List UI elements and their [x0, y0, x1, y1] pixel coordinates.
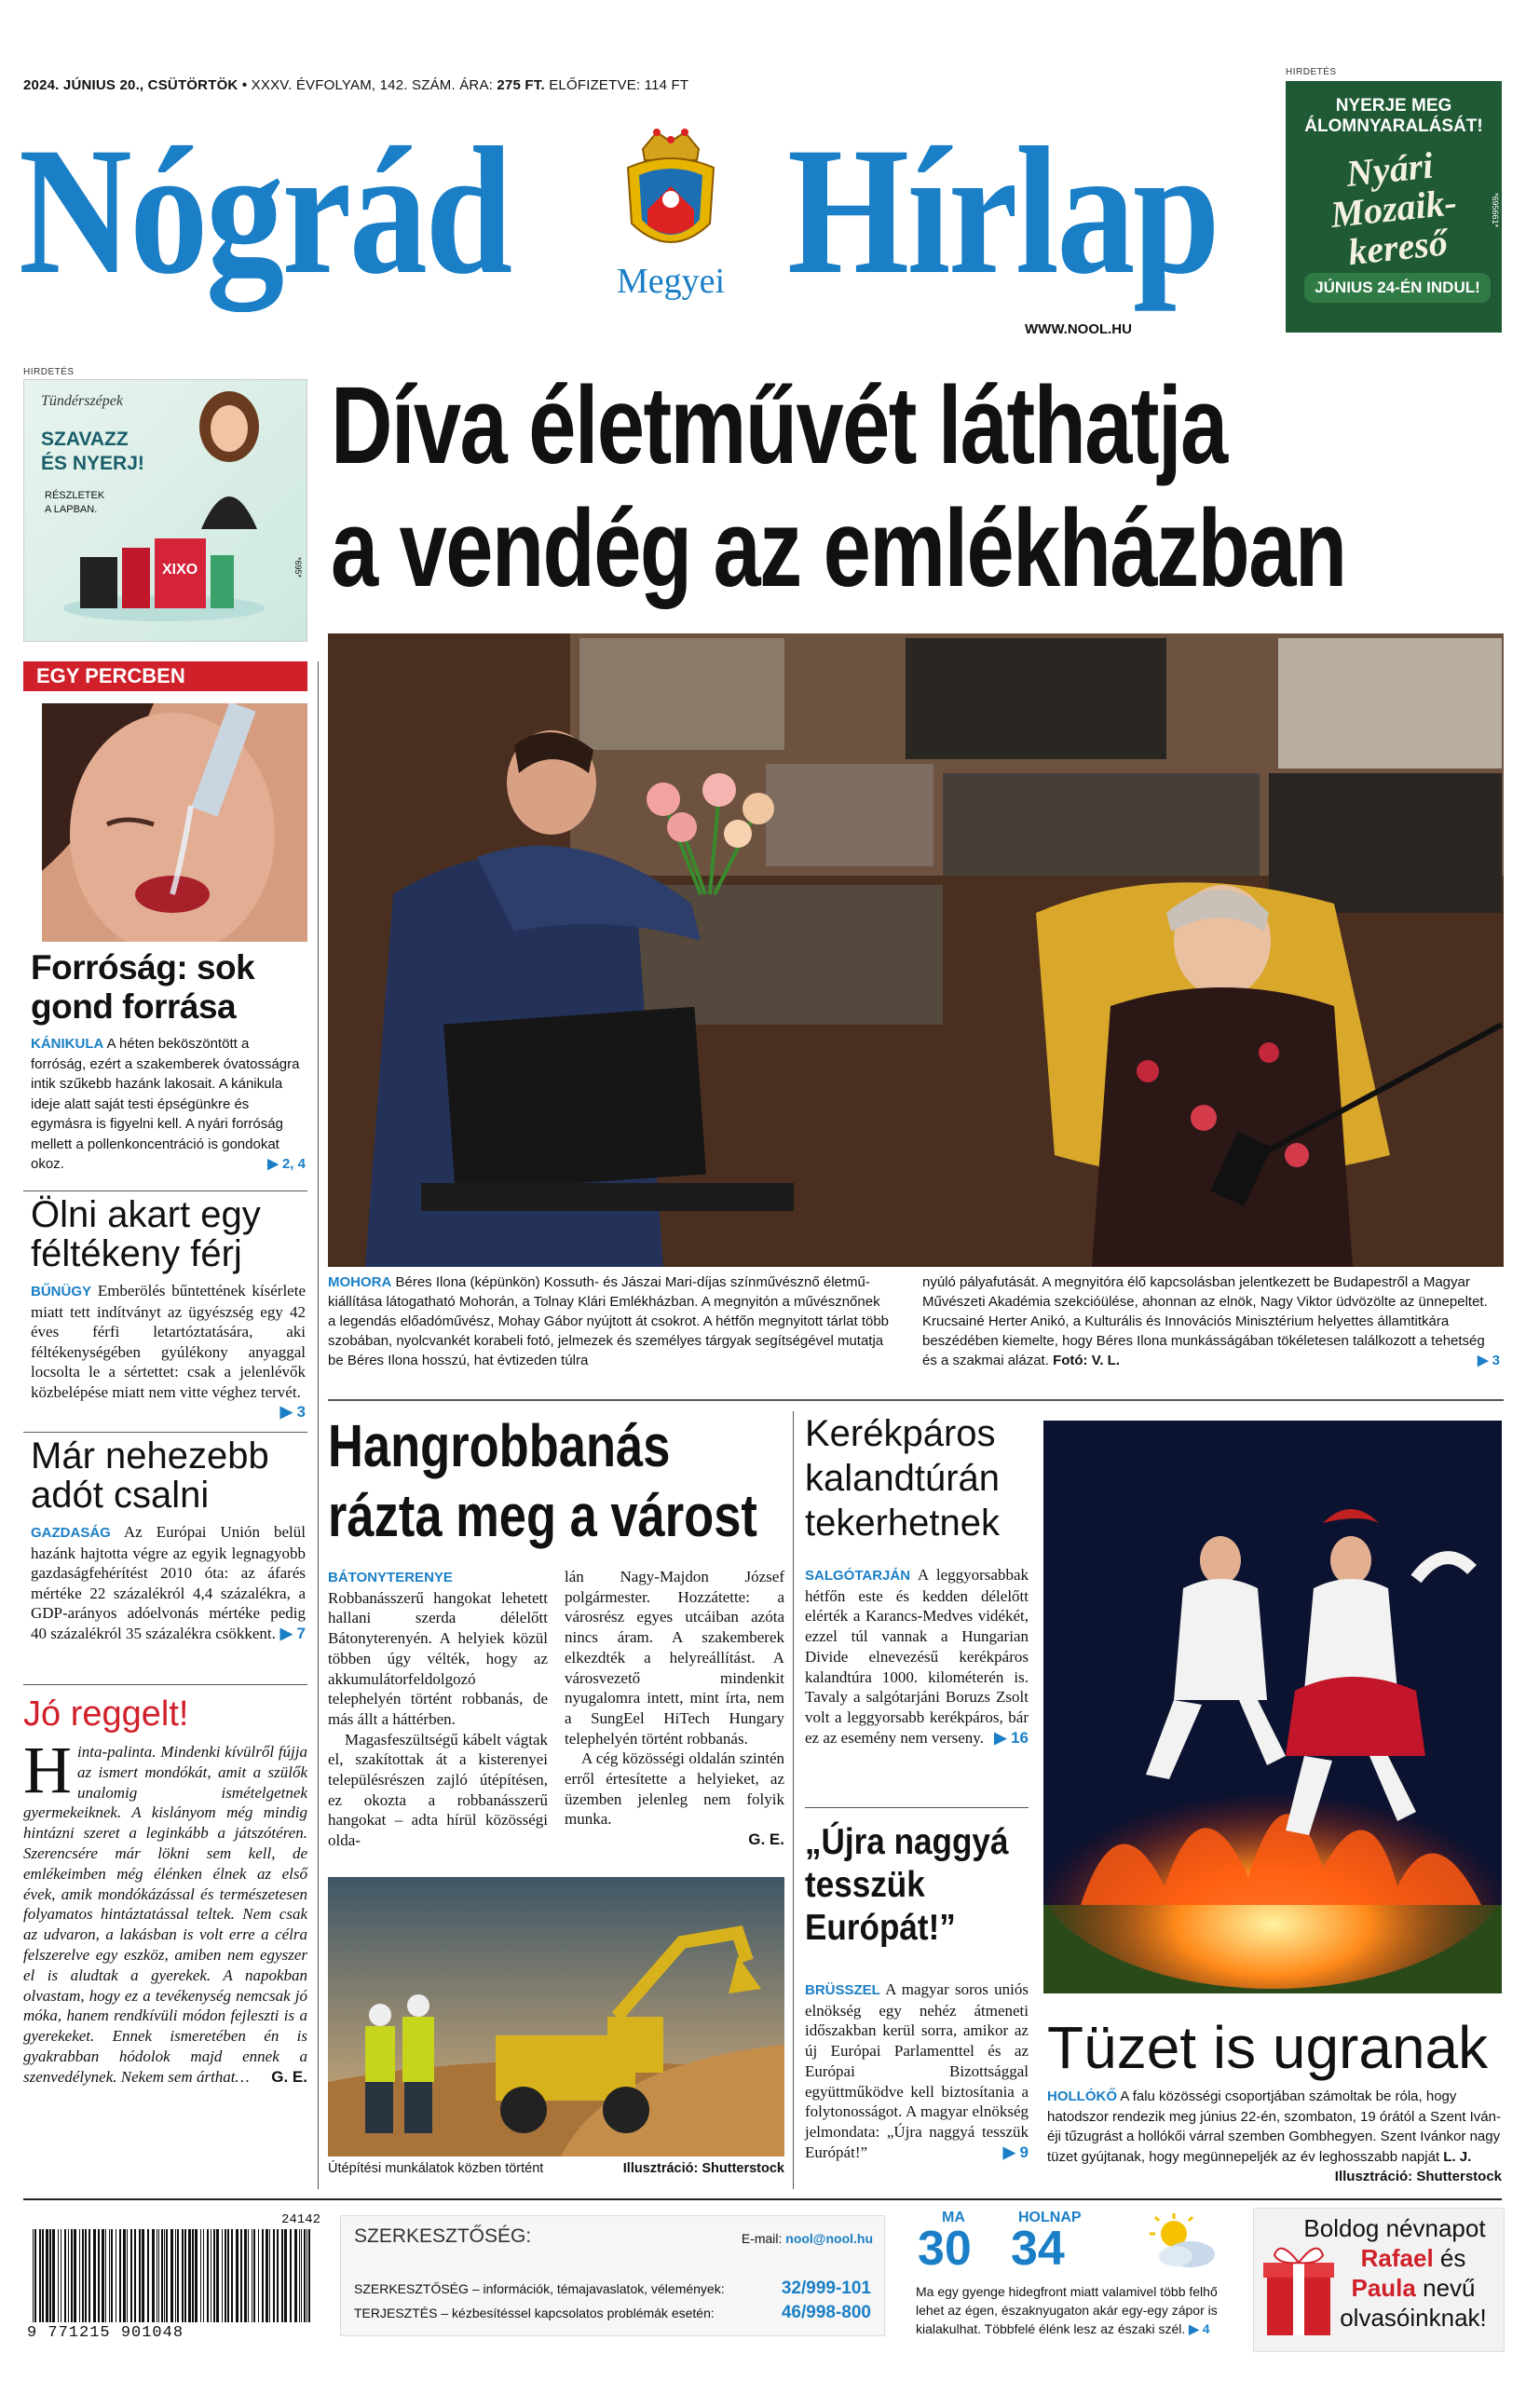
barcode-bar	[139, 2229, 141, 2322]
story2-photo-caption-text: Útépítési munkálatok közben történt	[328, 2161, 544, 2176]
story4-headline[interactable]: „Újra naggyá tesszük Európát!”	[805, 1822, 1009, 1948]
ad-code: *695661*	[1491, 193, 1500, 228]
column-dropcap: H	[23, 1733, 72, 1807]
column-text: inta-palinta. Mindenki kívülről fújja az ismert mondókát, amit a szülők unalomig ismételgetnek gyermekeiknek. A kislányom még mindig hintázni szeret a leginkább a játszótéren. Szerencsére már lökni sem kell, de emlékeimben még élénken élnek az első évek, amik mondókázással és természetesen folyamatos hintáztatással teltek. Nem csak az udvaron, a lakásban is volt erre a célra felszerelve egy eszköz, amiben nem egyszer el is aludtak a gyerekek. A napokban olvastam, hogy ez a tevékenység nemcsak jó móka, hanem rendkívüli módon fejleszti is a gyerekeket. Ennek ismeretében én is gyakrabban hódolok majd ennek a szenvedélynek. Nekem sem árthat…	[23, 1743, 307, 2086]
gift-icon	[1261, 2237, 1336, 2339]
barcode-bar	[74, 2229, 76, 2322]
story4-pointer[interactable]: ▶ 9	[1002, 2143, 1029, 2161]
barcode-bar	[231, 2229, 233, 2322]
weather-forecast: Ma egy gyenge hidegfront miatt valamivel több felhő lehet az égen, északnyugaton akár egy-egy zápor is kialakulhat. Többfelé élénk lesz az északi szél.	[916, 2284, 1218, 2336]
barcode-bar	[98, 2229, 100, 2322]
story2-col1	[328, 1567, 548, 1851]
barcode-bar	[52, 2229, 55, 2322]
nameday-line4: olvasóinknak!	[1340, 2304, 1487, 2332]
website[interactable]: WWW.NOOL.HU	[1025, 321, 1132, 337]
office-row-2	[354, 2303, 871, 2322]
main-caption-kicker: MOHORA	[328, 1274, 392, 1290]
footer-divider	[23, 2198, 1502, 2200]
barcode-bar	[64, 2229, 66, 2322]
nameday-conj: és	[1439, 2244, 1466, 2272]
barcode-bar	[308, 2229, 310, 2322]
row1-label: SZERKESZTŐSÉG	[354, 2281, 469, 2296]
barcode	[23, 2212, 326, 2343]
county-crest	[615, 121, 727, 307]
story3-body	[805, 1565, 1029, 1748]
barcode-bar	[127, 2229, 128, 2322]
barcode-bar	[89, 2229, 90, 2322]
nameday-line2	[1328, 2244, 1498, 2273]
row1-desc: – információk, témajavaslatok, vélemények:	[471, 2281, 725, 2296]
barcode-bar	[134, 2229, 136, 2322]
barcode-bar	[262, 2229, 264, 2322]
divider	[23, 1684, 307, 1685]
row2-phone[interactable]: 46/998-800	[781, 2303, 871, 2322]
main-headline-line1[interactable]: Díva életművét láthatja	[331, 364, 1227, 487]
story2-text2b: A cég közösségi oldalán szintén erről értesítette a helyieket, az üzemben jelenleg nem folyik munka.	[565, 1749, 784, 1829]
story2-headline-line2[interactable]: rázta meg a várost	[328, 1482, 757, 1549]
dateline	[23, 77, 688, 93]
sidebar-item-body	[31, 1034, 306, 1175]
sidebar-item-0[interactable]	[31, 948, 306, 1175]
ad-details2: A LAPBAN.	[45, 504, 98, 515]
ad-title1: Nyári	[1343, 143, 1436, 195]
barcode-bar	[152, 2229, 155, 2322]
barcode-bar	[111, 2229, 113, 2322]
column-signature: G. E.	[271, 2067, 307, 2086]
volume: XXXV. ÉVFOLYAM, 142. SZÁM.	[251, 77, 456, 93]
ad-product-name: XIXO	[162, 562, 198, 578]
ad-vote: SZAVAZZ	[41, 429, 129, 450]
barcode-bar	[258, 2229, 259, 2322]
barcode-bar	[299, 2229, 300, 2322]
barcode-bar	[284, 2229, 287, 2322]
nameday-line1: Boldog névnapot	[1303, 2214, 1486, 2242]
barcode-bar	[170, 2229, 173, 2322]
row1-phone[interactable]: 32/999-101	[781, 2279, 871, 2298]
story5-body	[1047, 2087, 1502, 2187]
nameday-name2: Paula	[1351, 2274, 1416, 2302]
office-row-1	[354, 2281, 871, 2296]
barcode-bar	[213, 2229, 215, 2322]
barcode-bar	[195, 2229, 198, 2322]
barcode-bar	[82, 2229, 84, 2322]
price: 275 FT.	[497, 77, 545, 93]
ad-left-code: *695*	[293, 557, 303, 578]
sidebar-item-kicker: BŰNÜGY	[31, 1284, 92, 1299]
barcode-bar	[304, 2229, 306, 2322]
barcode-bar	[130, 2229, 132, 2322]
price-label: ÁRA:	[459, 77, 494, 93]
sidebar-item-kicker: KÁNIKULA	[31, 1036, 104, 1052]
barcode-bar	[225, 2229, 226, 2322]
barcode-bar	[253, 2229, 255, 2322]
sidebar-item-text: A héten beköszöntött a forróság, ezért a szakemberek óvatosságra intik szűkebb hazánk lakosait. A kánikula ideje alatt saját testi épségünkre és egymásra is figyelni kell. A nyári forróság mellett a pollenkoncentráció is gondokat okoz.	[31, 1036, 300, 1172]
story2-photo-caption	[328, 2161, 784, 2176]
story3-text: A leggyorsabbak hétfőn este és kedden délelőtt elérték a Karancs-Medves vidékét, ezzel túl vannak a Hungarian Divide elnevezésű kerékpáros kalandtúra 1000. kilométerén is. Tavaly a salgótarjáni Boruzs Zsolt volt a leggyorsabb kerékpáros, bár ez az esemény nem verseny.	[805, 1566, 1029, 1747]
barcode-bar	[227, 2229, 229, 2322]
separator: •	[241, 77, 252, 93]
sidebar-item-body	[31, 1522, 306, 1643]
barcode-bar	[222, 2229, 223, 2322]
nameday-name1: Rafael	[1360, 2244, 1434, 2272]
sidebar-item-title: Forróság: sok gond forrása	[31, 948, 255, 1026]
tomorrow-label: HOLNAP	[1018, 2210, 1082, 2225]
tomorrow-temp: 34	[1011, 2222, 1065, 2276]
barcode-bar	[188, 2229, 191, 2322]
office-email-row	[742, 2231, 873, 2246]
barcode-bar	[203, 2229, 204, 2322]
story2-signature: G. E.	[748, 1830, 784, 1849]
barcode-bar	[281, 2229, 283, 2322]
ad-label-left: HIRDETÉS	[23, 367, 75, 377]
story5-headline[interactable]: Tüzet is ugranak	[1047, 2014, 1489, 2081]
story2-kicker: BÁTONYTERENYE	[328, 1570, 453, 1585]
vertical-divider	[793, 1411, 794, 2189]
weather-text	[916, 2282, 1237, 2338]
barcode-bar	[236, 2229, 238, 2322]
subscription: ELŐFIZETVE: 114 FT	[549, 77, 689, 93]
ad-products	[61, 529, 266, 622]
main-caption-col2	[922, 1272, 1500, 1370]
vertical-divider	[318, 661, 319, 2189]
story2-headline-line1[interactable]: Hangrobbanás	[328, 1412, 671, 1479]
main-photo[interactable]	[328, 633, 1504, 1267]
sidebar-item-text: Az Európai Unión belül hazánk hajtotta végre az egyik legnagyobb gazdaságfehérítést 2010 óta: az áfarés mértéke 22 százalékról 4,4 százalékra, a GDP-arányos adóelvonás mértéke pedig 40 százalékról 35 százalékra csökkent.	[31, 1523, 306, 1642]
barcode-bar	[248, 2229, 249, 2322]
story3-kicker: SALGÓTARJÁN	[805, 1568, 911, 1584]
barcode-bar	[34, 2229, 36, 2322]
divider	[805, 1807, 1029, 1808]
sidebar-item-pointer[interactable]: ▶ 3	[279, 1403, 306, 1421]
barcode-bar	[175, 2229, 176, 2322]
ad-brand: Tündérszépek	[41, 393, 123, 409]
sidebar-item-2[interactable]	[31, 1436, 306, 1643]
story4-text: A magyar soros uniós elnökség egy nehéz átmeneti időszakban kerül sorra, amikor az új Európai Parlamenttel és az Európai Bizottsággal együttműködve kell biztosítania a folytonosságot. A magyar elnökség jelmondata: „Újra naggyá tesszük Európát!”	[805, 1980, 1029, 2161]
story2-photo-credit: Illusztráció: Shutterstock	[622, 2161, 784, 2176]
barcode-bar	[266, 2229, 268, 2322]
ad-details1: RÉSZLETEK	[45, 490, 105, 501]
barcode-bar	[39, 2229, 41, 2322]
barcode-bar	[119, 2229, 121, 2322]
main-headline-line2[interactable]: a vendég az emlékházban	[331, 487, 1346, 610]
email-link[interactable]: nool@nool.hu	[785, 2231, 873, 2246]
weather-box	[908, 2210, 1244, 2349]
sidebar-item-kicker: GAZDASÁG	[31, 1525, 111, 1541]
barcode-bar	[58, 2229, 59, 2322]
barcode-bar	[207, 2229, 209, 2322]
ad-woman	[192, 389, 266, 529]
masthead-left: Nógrád	[19, 110, 511, 312]
today-label: MA	[942, 2210, 965, 2225]
story2-text2: lán Nagy-Majdon József polgármester. Hozzátette: a városrész egyes utcáiban azóta nincs áram. A szakemberek elkezdték a helyreállítást. A városvezető mindenkit nyugalomra intett, mint írta, nem a SungEel HiTech Hungary telephelyén történt robbanás.	[565, 1568, 784, 1748]
section-label: EGY PERCBEN	[23, 661, 307, 691]
barcode-bar	[93, 2229, 96, 2322]
sidebar-item-pointer[interactable]: ▶ 7	[279, 1624, 306, 1642]
sidebar-item-pointer[interactable]: ▶ 2, 4	[267, 1156, 306, 1172]
ad-line2: ÁLOMNYARALÁSÁT!	[1304, 116, 1483, 136]
nameday-box	[1253, 2208, 1505, 2352]
story5-text: A falu közösségi csoportjában számoltak be róla, hogy hatodszor rendezik meg június 22-én, szombaton, 19 órától a Szent Iván-éji tűzugrást a hollókői várral szemben Gombhegyen. Szent Ivánkor nagy tüzet gyújtanak, hogy megünnepeljék az év leghosszabb napját	[1047, 2088, 1501, 2165]
main-caption-col1	[328, 1272, 892, 1370]
divider	[328, 1399, 1504, 1401]
ad-label: HIRDETÉS	[1286, 67, 1337, 77]
barcode-bar	[85, 2229, 87, 2322]
story3-pointer[interactable]: ▶ 16	[994, 1728, 1029, 1747]
barcode-bar	[164, 2229, 165, 2322]
barcode-bar	[200, 2229, 201, 2322]
barcode-bar	[105, 2229, 106, 2322]
barcode-number: 9 771215 901048	[27, 2324, 184, 2342]
barcode-bar	[294, 2229, 297, 2322]
sidebar-item-1[interactable]	[31, 1195, 306, 1422]
story2-text1b: Magasfeszültségű kábelt vágtak el, szakítottak át a kisterenyei településrészen zajló útépítésen, ez okozta a robbanásszerű hangokat – adta hírül közösségi olda-	[328, 1730, 548, 1850]
sidebar-item-text: Emberölés bűntettének kísérlete miatt tett indítványt az ügyészség egy 42 éves férfi letartóztatására, aki féltékenységében gyúlékony anyaggal locsolta le a sértettet: csak a jelenlévők közbelépése miatt nem vitte véghez tervét.	[31, 1282, 306, 1401]
ad-top-right[interactable]	[1286, 81, 1502, 333]
barcode-bar	[301, 2229, 302, 2322]
nameday-line3	[1328, 2274, 1498, 2303]
email-label: E-mail:	[741, 2231, 783, 2246]
nameday-suffix: nevű	[1423, 2274, 1476, 2302]
barcode-bar	[192, 2229, 194, 2322]
main-photo-credit: Fotó: V. L.	[1053, 1353, 1121, 1368]
main-caption-text1: Béres Ilona (képünkön) Kossuth- és Jászai Mari-díjas színművésznő életmű-kiállítása látogatható Mohorán, a Tolnay Klári Emlékházban. A megnyitón a művésznőnek a legendás előadóművész, Mohay Gábor nyújtott át csokrot. A hétfőn megnyitott tárlat több szobában, nyolcvankét korabeli fotó, jelmezek és személyes tárgyak segítségével mutatja be Béres Ilona hosszú, hat évtizeden túlra	[328, 1274, 890, 1368]
barcode-bar	[46, 2229, 48, 2322]
date: 2024. JÚNIUS 20., CSÜTÖRTÖK	[23, 77, 238, 93]
barcode-bar	[102, 2229, 104, 2322]
barcode-bar	[142, 2229, 144, 2322]
barcode-bar	[79, 2229, 80, 2322]
barcode-bar	[244, 2229, 247, 2322]
barcode-bar	[273, 2229, 275, 2322]
barcode-bar	[147, 2229, 149, 2322]
barcode-bar	[182, 2229, 184, 2322]
column-title: Jó reggelt!	[23, 1694, 189, 1734]
barcode-bar	[123, 2229, 126, 2322]
barcode-bar	[42, 2229, 44, 2322]
barcode-bar	[184, 2229, 186, 2322]
office-box	[340, 2215, 885, 2336]
barcode-bar	[240, 2229, 242, 2322]
weather-pointer[interactable]: ▶ 4	[1189, 2321, 1210, 2336]
barcode-bar	[158, 2229, 159, 2322]
barcode-bar	[216, 2229, 219, 2322]
story4-body	[805, 1979, 1029, 2162]
story2-col2	[565, 1567, 784, 1850]
ad-title3: kereső	[1345, 221, 1450, 274]
main-pointer[interactable]: ▶ 3	[1477, 1353, 1500, 1368]
sidebar-photo[interactable]	[42, 703, 307, 942]
barcode-bar	[33, 2229, 34, 2322]
story5-photo-credit: Illusztráció: Shutterstock	[1334, 2169, 1502, 2184]
story2-photo[interactable]	[328, 1877, 784, 2156]
barcode-bar	[49, 2229, 51, 2322]
sidebar-item-title: Ölni akart egy féltékeny férj	[31, 1194, 261, 1274]
story5-kicker: HOLLÓKŐ	[1047, 2088, 1117, 2104]
divider	[23, 1432, 307, 1433]
today-temp: 30	[918, 2222, 972, 2276]
barcode-bar	[161, 2229, 163, 2322]
story4-kicker: BRÜSSZEL	[805, 1982, 880, 1998]
weather-icon	[1146, 2213, 1220, 2273]
story5-signature: L. J.	[1443, 2148, 1472, 2165]
ad-win: ÉS NYERJ!	[41, 453, 144, 474]
story5-photo[interactable]	[1043, 1421, 1502, 1993]
barcode-bar	[269, 2229, 270, 2322]
divider	[23, 1190, 307, 1191]
column-body	[23, 1733, 307, 2088]
row2-desc: – kézbesítéssel kapcsolatos problémák esetén:	[441, 2306, 715, 2320]
ad-line1: NYERJE MEG	[1335, 96, 1452, 116]
story3-headline[interactable]: Kerékpáros kalandtúrán tekerhetnek	[805, 1413, 1001, 1544]
sidebar-item-body	[31, 1281, 306, 1421]
office-title: SZERKESZTŐSÉG:	[354, 2225, 532, 2247]
crest-caption: Megyei	[616, 262, 726, 301]
ad-footer: JÚNIUS 24-ÉN INDUL!	[1304, 273, 1491, 303]
masthead-right: Hírlap	[787, 110, 1219, 312]
ad-left[interactable]	[23, 379, 307, 642]
story2-text1: Robbanásszerű hangokat lehetett hallani szerda délelőtt Bátonyterenyén. A helyiek közül többen úgy vélték, hogy az akkumulátorfeldolgozó telephelyén történt robbanás, de más állt a háttérben.	[328, 1588, 548, 1728]
barcode-bar	[109, 2229, 110, 2322]
barcode-bar	[277, 2229, 279, 2322]
barcode-top: 24142	[280, 2212, 320, 2227]
barcode-bar	[68, 2229, 69, 2322]
sidebar-item-title: Már nehezebb adót csalni	[31, 1435, 269, 1516]
barcode-bar	[71, 2229, 73, 2322]
barcode-bar	[290, 2229, 292, 2322]
main-caption-text2: nyúló pályafutását. A megnyitóra élő kapcsolásban jelentkezett be Budapestről a Magyar Művészeti Akadémia szekcióülése, ahonnan az elnök, Nagy Viktor üdvözölte az ünnepeltet. Krucsainé Herter Anikó, a Kulturális és Innovációs Minisztérium helyettes államtitkára beszédében kiemelte, hogy Béres Ilona munkásságában tökéletesen találkozott a tehetség és a szakmai alázat.	[922, 1274, 1488, 1368]
ad-title2: Mozaik-	[1328, 181, 1459, 236]
row2-label: TERJESZTÉS	[354, 2306, 438, 2320]
barcode-bar	[177, 2229, 179, 2322]
barcode-bar	[166, 2229, 168, 2322]
